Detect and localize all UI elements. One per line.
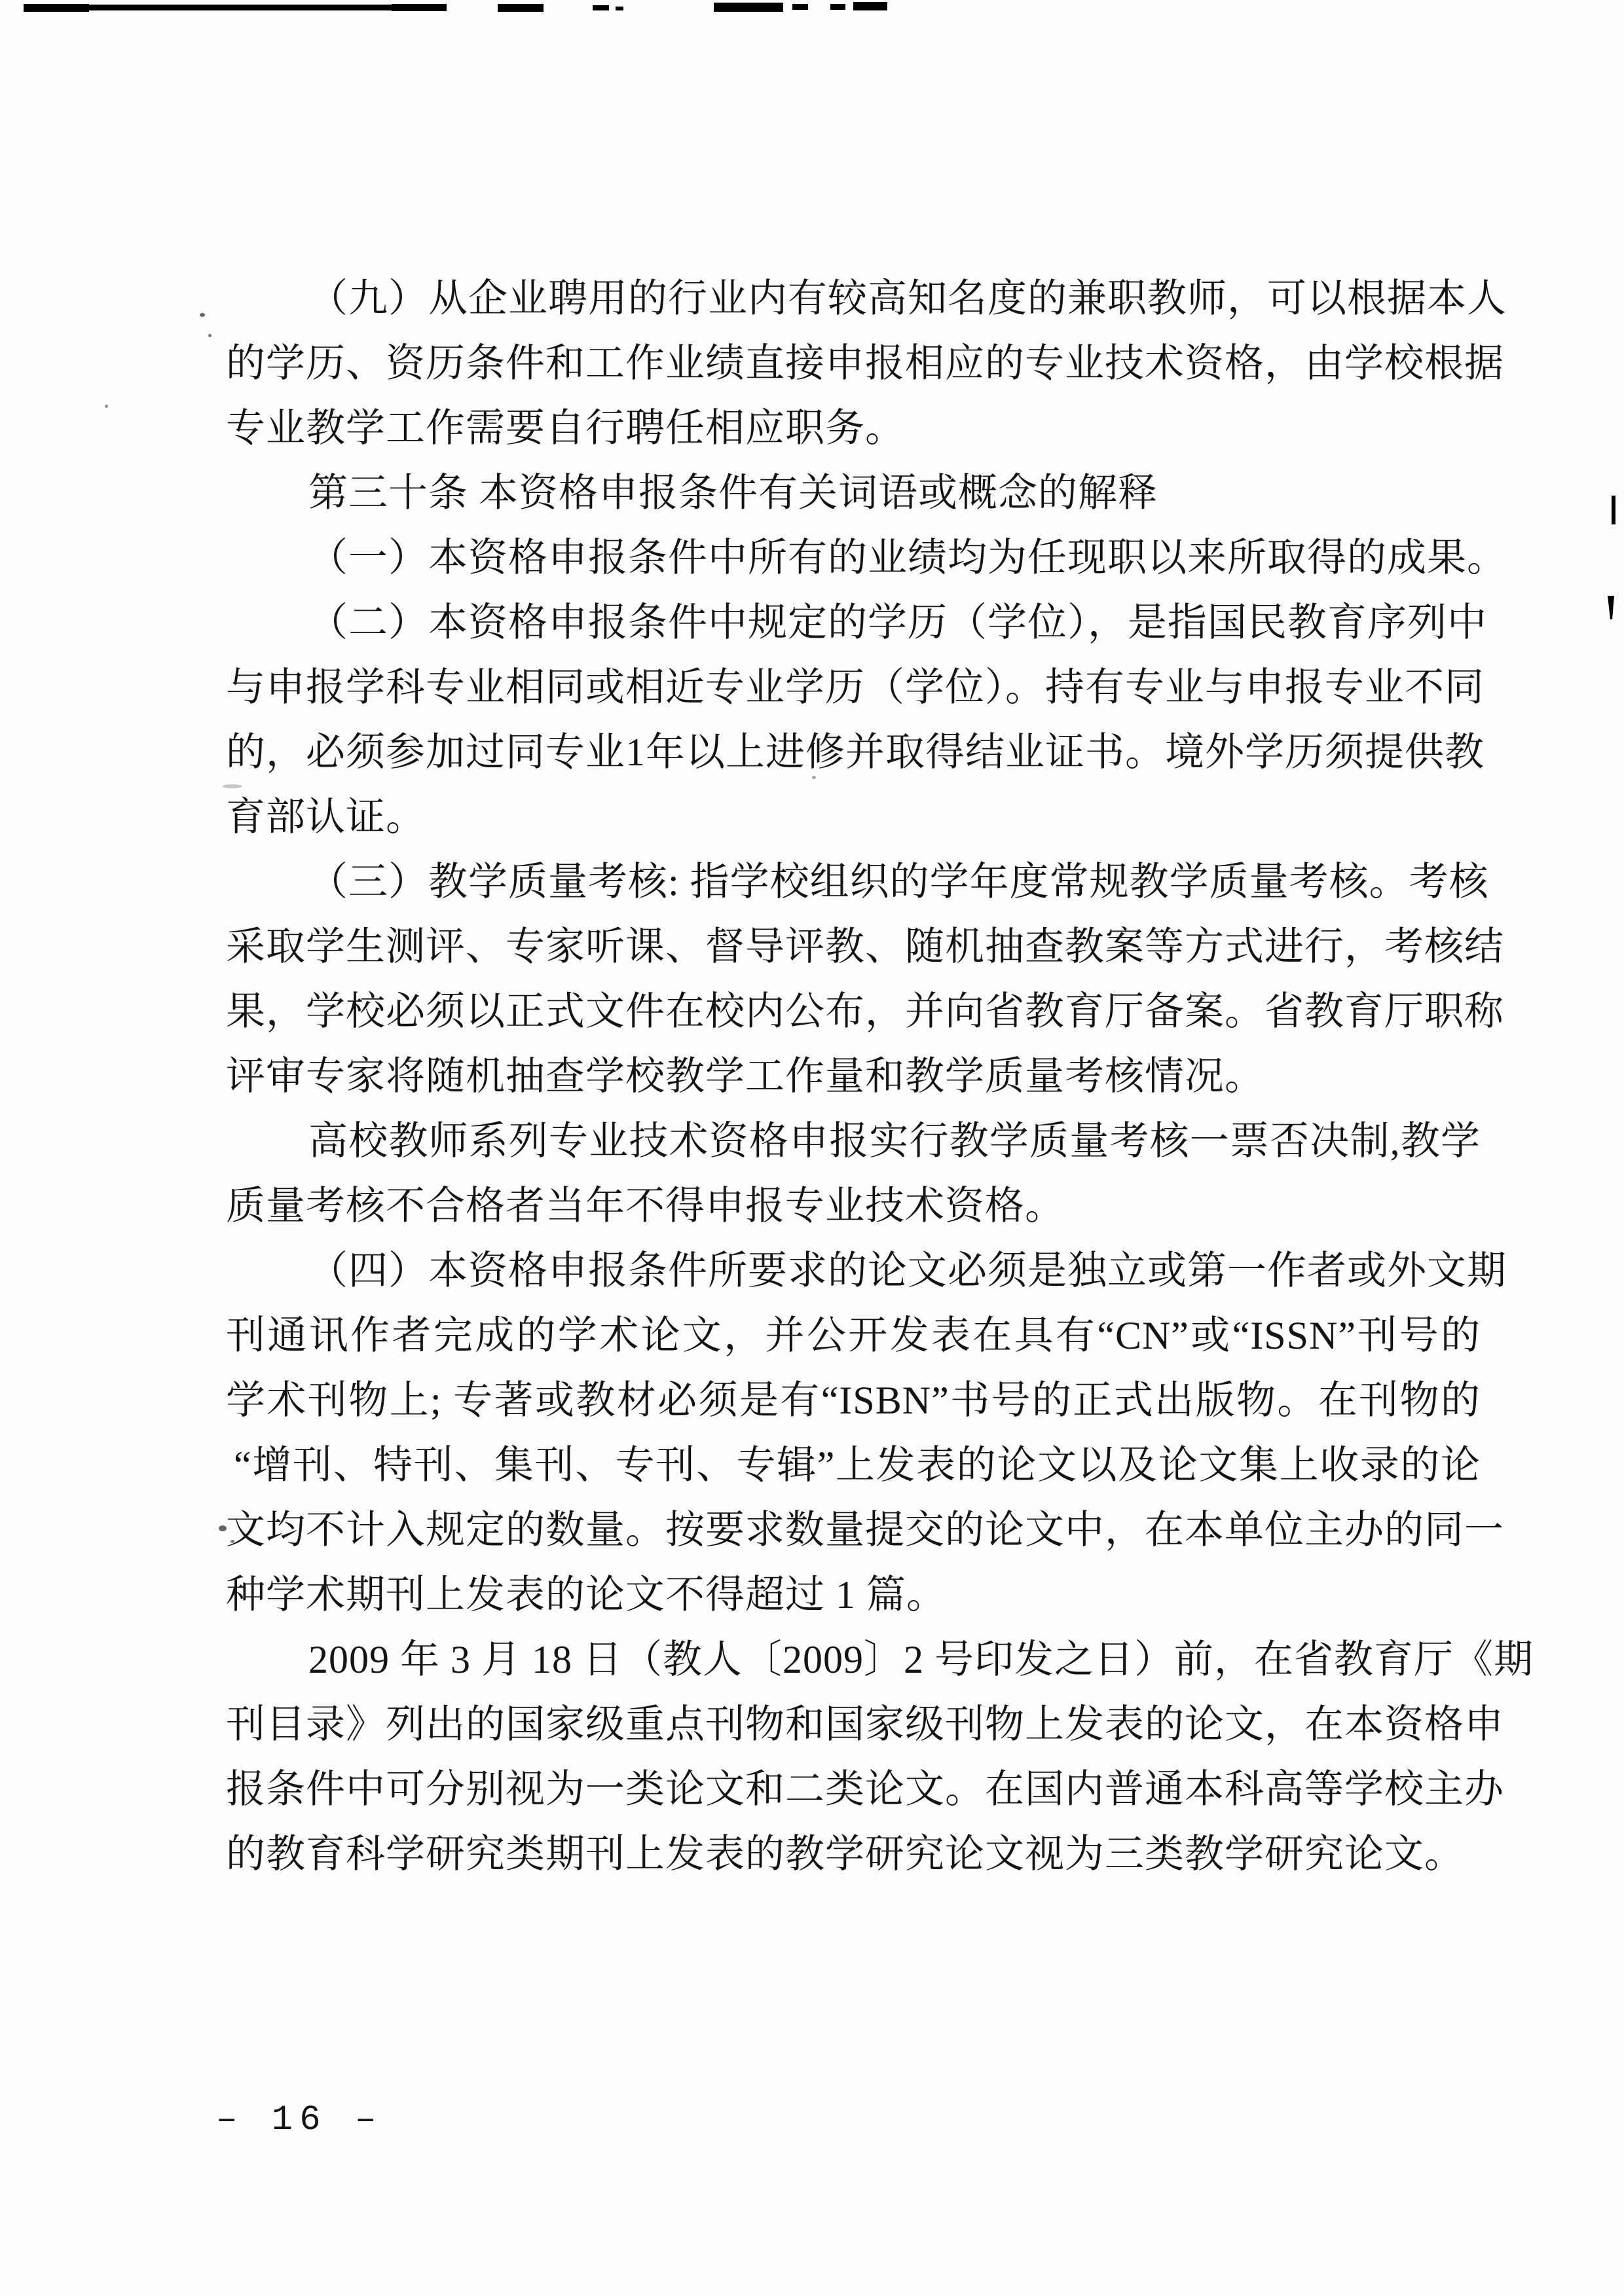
scan-artifact-top <box>85 5 393 10</box>
text-line: （一）本资格申报条件中所有的业绩均为任现职以来所取得的成果。 <box>308 536 1507 579</box>
scan-artifact-right <box>1608 596 1614 619</box>
scan-artifact-top <box>24 4 89 12</box>
page-number: – 16 – <box>216 2100 383 2140</box>
text-line: 采取学生测评、专家听课、督导评教、随机抽查教案等方式进行，考核结 <box>226 925 1504 968</box>
text-line: 报条件中可分别视为一类论文和二类论文。在国内普通本科高等学校主办 <box>226 1768 1504 1811</box>
text-line: 质量考核不合格者当年不得申报专业技术资格。 <box>226 1184 1065 1228</box>
scan-artifact-top <box>593 5 609 10</box>
text-line: 的，必须参加过同专业1年以上进修并取得结业证书。境外学历须提供教 <box>226 731 1485 774</box>
scan-artifact-top <box>616 7 623 10</box>
scan-speckle <box>208 334 212 337</box>
text-line: 与申报学科专业相同或相近专业学历（学位）。持有专业与申报专业不同 <box>226 666 1485 709</box>
scan-artifact-top <box>498 4 544 12</box>
document-text-column <box>226 266 1534 1887</box>
scan-speckle <box>105 405 108 408</box>
text-line: 2009 年 3 月 18 日（教人〔2009〕2 号印发之日）前，在省教育厅《期 <box>308 1638 1534 1681</box>
text-line: （二）本资格申报条件中规定的学历（学位），是指国民教育序列中 <box>308 601 1487 644</box>
text-line: 的教育科学研究类期刊上发表的教学研究论文视为三类教学研究论文。 <box>226 1832 1464 1876</box>
text-line: 专业教学工作需要自行聘任相应职务。 <box>226 407 905 450</box>
text-line: 育部认证。 <box>226 795 426 839</box>
scan-artifact-top <box>830 4 845 10</box>
scan-artifact-top <box>853 2 887 10</box>
text-line: 种学术期刊上发表的论文不得超过 1 篇。 <box>226 1573 946 1616</box>
text-line: 高校教师系列专业技术资格申报实行教学质量考核一票否决制,教学 <box>308 1120 1481 1163</box>
text-line: 文均不计入规定的数量。按要求数量提交的论文中，在本单位主办的同一 <box>226 1508 1504 1552</box>
scan-artifact-right <box>1612 496 1615 524</box>
text-line: 的学历、资历条件和工作业绩直接申报相应的专业技术资格，由学校根据 <box>226 342 1504 385</box>
scan-speckle <box>200 313 205 317</box>
text-line: （四）本资格申报条件所要求的论文必须是独立或第一作者或外文期 <box>308 1249 1507 1292</box>
scan-artifact-top <box>792 4 808 10</box>
text-line: 果，学校必须以正式文件在校内公布，并向省教育厅备案。省教育厅职称 <box>226 990 1504 1033</box>
scan-artifact-top <box>392 4 447 11</box>
text-line: “增刊、特刊、集刊、专刊、专辑”上发表的论文以及论文集上收录的论 <box>234 1444 1481 1487</box>
scan-artifact-top <box>714 3 783 12</box>
text-line: 刊目录》列出的国家级重点刊物和国家级刊物上发表的论文，在本资格申 <box>226 1703 1504 1746</box>
text-line: （九）从企业聘用的行业内有较高知名度的兼职教师，可以根据本人 <box>308 277 1507 320</box>
text-line: 第三十条 本资格申报条件有关词语或概念的解释 <box>308 471 1158 515</box>
text-line: （三）教学质量考核: 指学校组织的学年度常规教学质量考核。考核 <box>308 860 1489 903</box>
text-line: 刊通讯作者完成的学术论文，并公开发表在具有“CN”或“ISSN”刊号的 <box>226 1314 1481 1357</box>
text-line: 学术刊物上; 专著或教材必须是有“ISBN”书号的正式出版物。在刊物的 <box>226 1379 1481 1422</box>
text-line: 评审专家将随机抽查学校教学工作量和教学质量考核情况。 <box>226 1055 1264 1098</box>
